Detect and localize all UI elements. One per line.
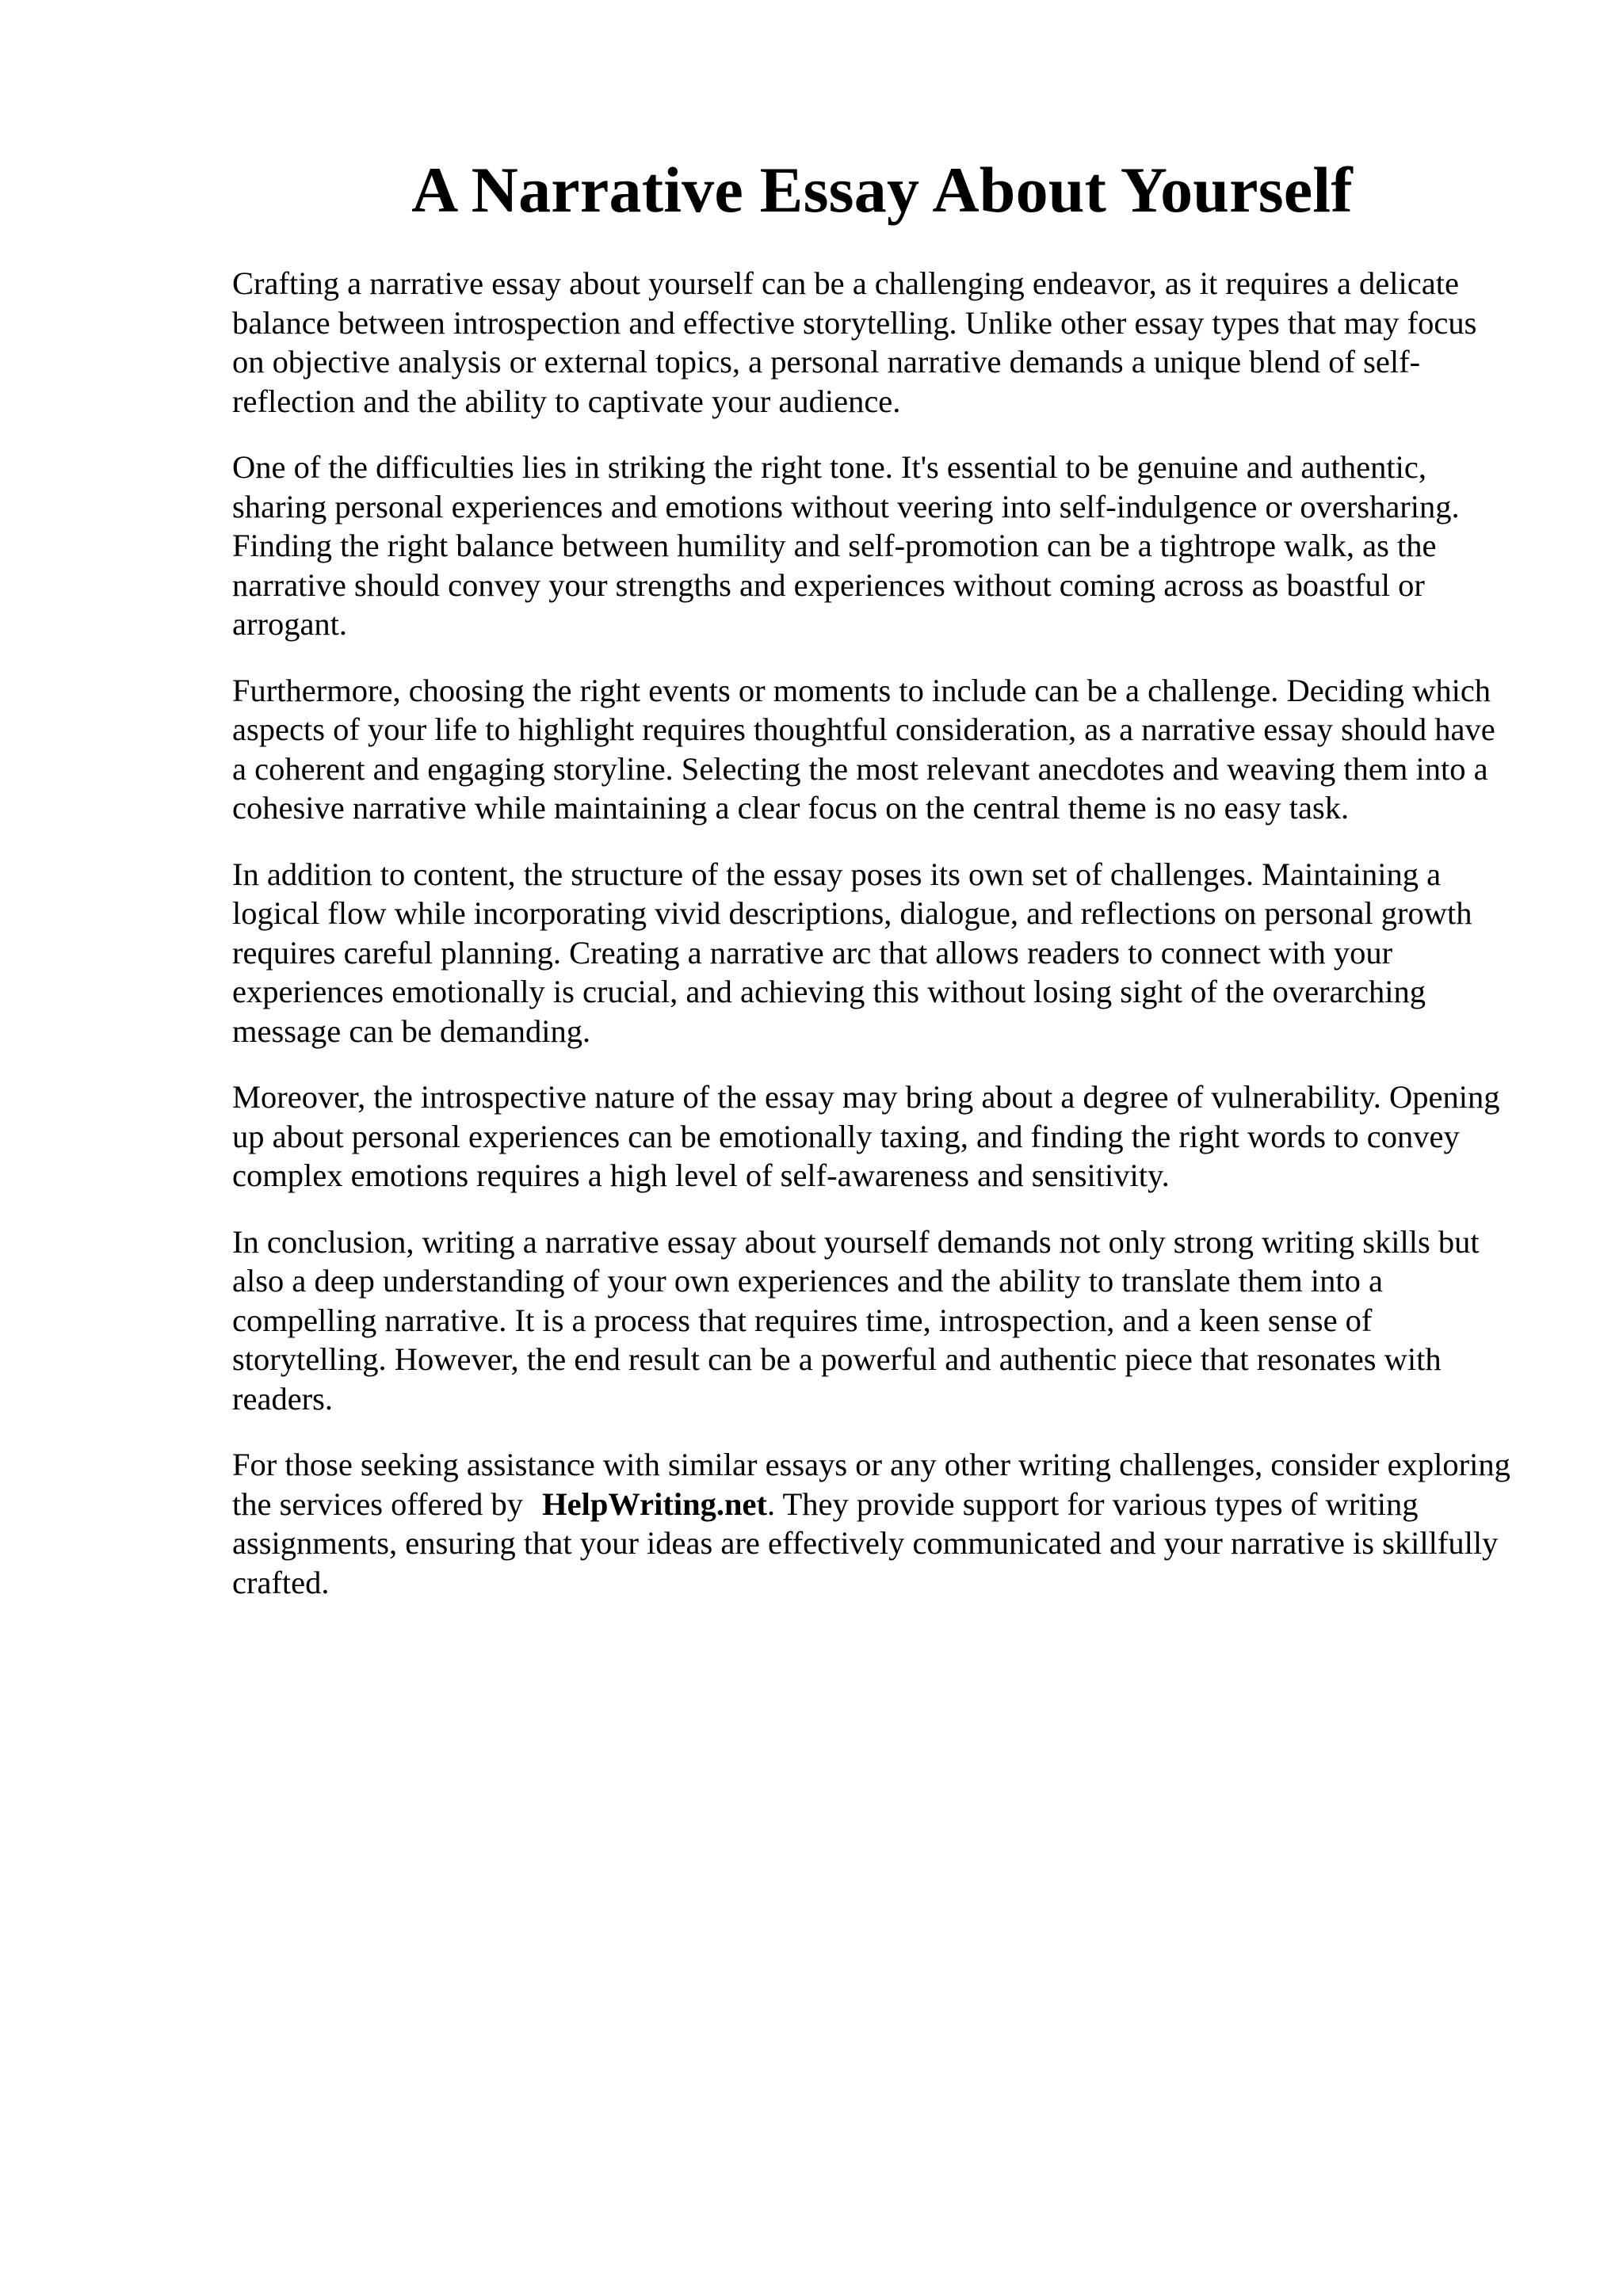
closing-text-after: . They provide support for various types of writing assignments, ensuring that your ideas are effectively communicated and your narrative is skillfully crafted. — [232, 1486, 1499, 1600]
paragraph-1: Crafting a narrative essay about yourself can be a challenging endeavor, as it requires a delicate balance between introspection and effective storytelling. Unlike other essay types that may focus on objective analysis or external topics, a personal narrative demands a unique blend of self-reflection and the ability to captivate your audience. — [232, 265, 1477, 419]
closing-text-before: For those seeking assistance with similar essays or any other writing challenges, consider exploring the services offered by — [232, 1447, 1510, 1522]
document-body — [232, 264, 1516, 1629]
closing-paragraph — [232, 1445, 1516, 1602]
paragraph-4: In addition to content, the structure of the essay poses its own set of challenges. Maintaining a logical flow while incorporating vivid descriptions, dialogue, and reflections on personal growth requires careful planning. Creating a narrative arc that allows readers to connect with your experiences emotionally is crucial, and achieving this without losing sight of the overarching message can be demanding. — [232, 856, 1472, 1049]
helpwriting-link[interactable]: HelpWriting.net — [542, 1486, 767, 1522]
paragraph-5: Moreover, the introspective nature of the essay may bring about a degree of vulnerability. Opening up about personal experiences can be emotionally taxing, and finding the right words to convey complex emotions requires a high level of self-awareness and sensitivity. — [232, 1079, 1500, 1193]
paragraph-3: Furthermore, choosing the right events or moments to include can be a challenge. Deciding which aspects of your life to highlight requires thoughtful consideration, as a narrative essay should have a coherent and engaging storyline. Selecting the most relevant anecdotes and weaving them into a cohesive narrative while maintaining a clear focus on the central theme is no easy task. — [232, 672, 1495, 826]
document-title: A Narrative Essay About Yourself — [411, 154, 1353, 226]
paragraph-2: One of the difficulties lies in striking the right tone. It's essential to be genuine and authentic, sharing personal experiences and emotions without veering into self-indulgence or oversharing. Finding the right balance between humility and self-promotion can be a tightrope walk, as the narrative should convey your strengths and experiences without coming across as boastful or arrogant. — [232, 449, 1460, 642]
paragraph-6: In conclusion, writing a narrative essay about yourself demands not only strong writing skills but also a deep understanding of your own experiences and the ability to translate them into a compelling narrative. It is a process that requires time, introspection, and a keen sense of storytelling. However, the end result can be a powerful and authentic piece that resonates with readers. — [232, 1223, 1480, 1417]
